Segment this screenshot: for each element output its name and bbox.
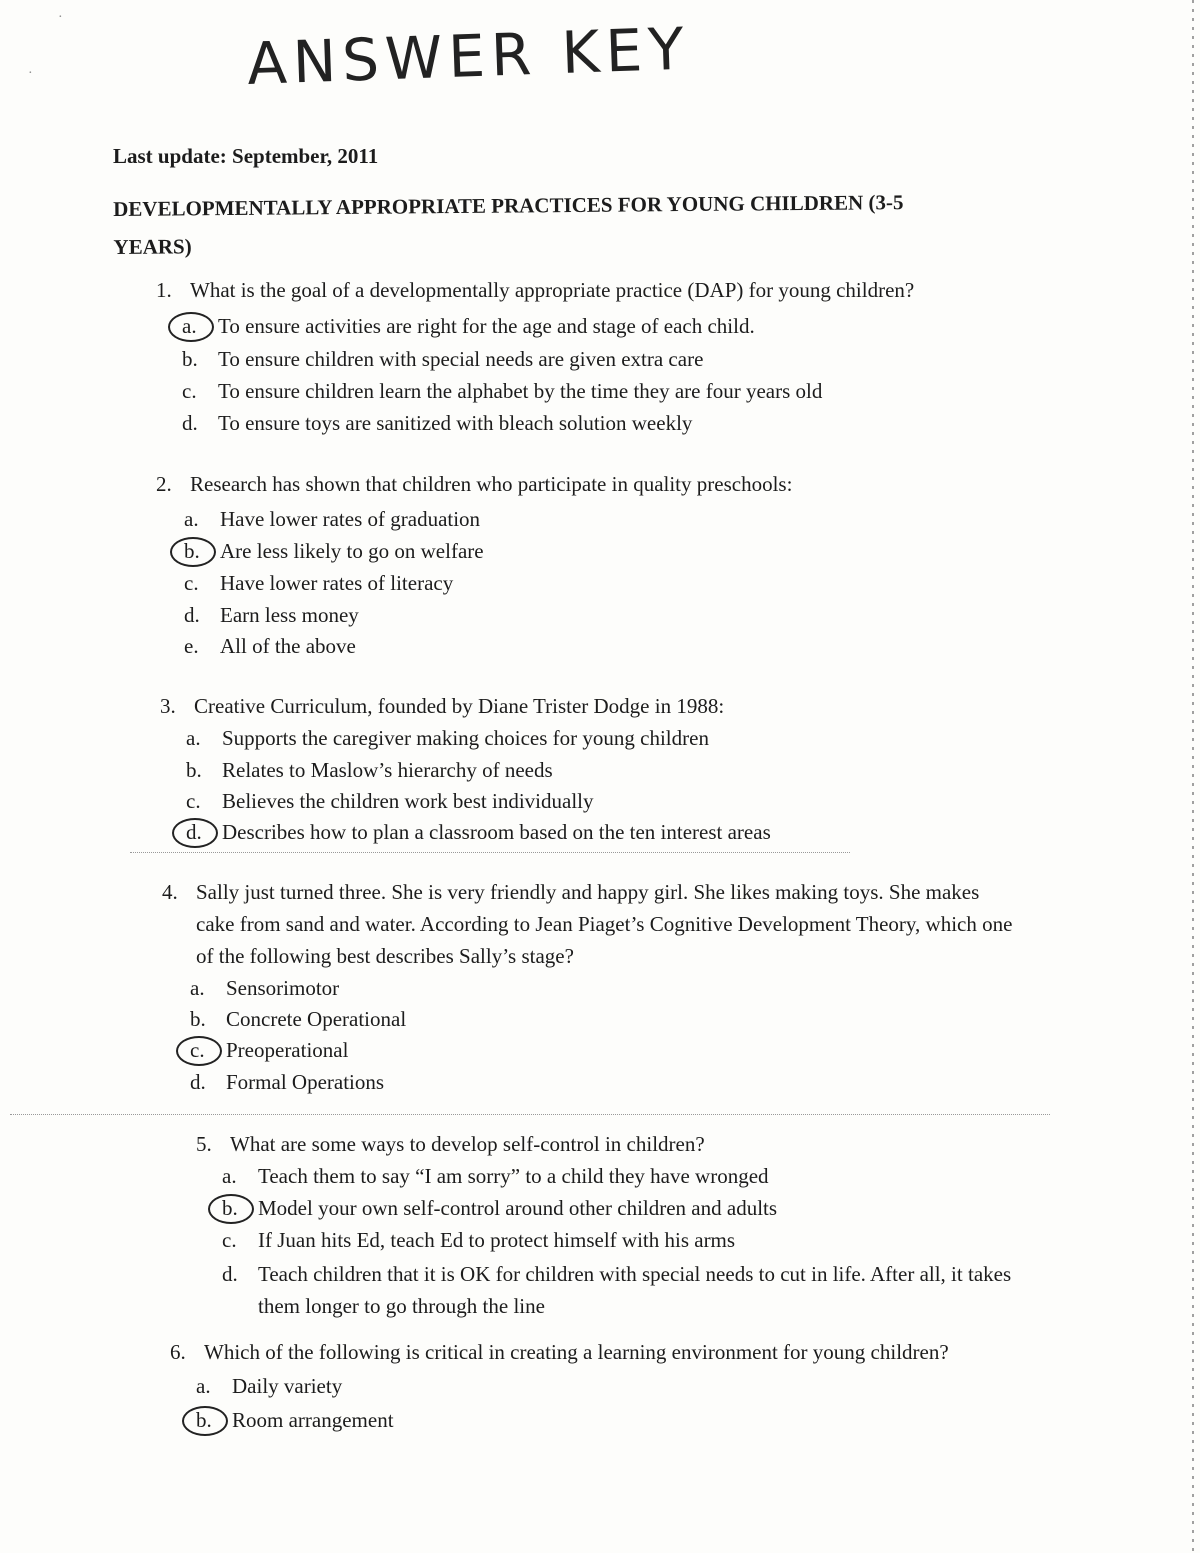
option-text: Believes the children work best individually	[222, 789, 594, 813]
option-text: Teach them to say “I am sorry” to a child they have wronged	[258, 1164, 769, 1188]
question-number: 2.	[156, 472, 172, 496]
option-letter: b.	[182, 347, 198, 371]
question-text: What are some ways to develop self-control in children?	[230, 1132, 705, 1156]
option-text: Room arrangement	[232, 1408, 394, 1432]
option-letter: a.	[182, 314, 197, 338]
option-letter: d.	[186, 820, 202, 844]
question-number: 5.	[196, 1132, 212, 1156]
scan-speck: ·	[58, 10, 63, 25]
option-letter: b.	[190, 1007, 206, 1031]
option-text: To ensure activities are right for the age and stage of each child.	[218, 314, 755, 338]
option-text: Model your own self-control around other children and adults	[258, 1196, 778, 1220]
option-text: Concrete Operational	[226, 1007, 407, 1031]
question-number: 6.	[170, 1340, 186, 1364]
question-text: Creative Curriculum, founded by Diane Trister Dodge in 1988:	[194, 694, 725, 718]
option-letter: b.	[184, 539, 200, 563]
option-text: Have lower rates of graduation	[220, 507, 481, 531]
option-letter: b.	[222, 1196, 238, 1220]
question-number: 1.	[156, 278, 172, 302]
option-letter: c.	[186, 789, 201, 813]
option-letter: d.	[184, 603, 200, 627]
question-text: What is the goal of a developmentally appropriate practice (DAP) for young children?	[190, 278, 915, 302]
option-letter: c.	[222, 1228, 237, 1252]
option-text: Are less likely to go on welfare	[220, 539, 484, 563]
option-text: Supports the caregiver making choices for young children	[222, 726, 709, 750]
handwritten-answer-key-title: ANSWER KEY	[246, 14, 691, 98]
option-letter: a.	[186, 726, 201, 750]
option-letter: a.	[184, 507, 199, 531]
question-number: 4.	[162, 880, 178, 904]
option-text: Describes how to plan a classroom based on the ten interest areas	[222, 820, 771, 844]
option-text: Teach children that it is OK for children with special needs to cut in life. After all, it takes them longer to go through the line	[258, 1262, 1012, 1318]
last-update-line: Last update: September, 2011	[113, 144, 379, 168]
dotted-rule	[130, 852, 850, 853]
option-text: Daily variety	[232, 1374, 343, 1398]
option-text: To ensure children learn the alphabet by the time they are four years old	[218, 379, 823, 403]
option-text: All of the above	[220, 634, 356, 658]
scan-edge-line	[1192, 0, 1194, 1553]
option-text: Preoperational	[226, 1038, 349, 1062]
option-letter: b.	[196, 1408, 212, 1432]
option-letter: d.	[182, 411, 198, 435]
option-letter: c.	[184, 571, 199, 595]
option-letter: c.	[190, 1038, 205, 1062]
option-letter: d.	[190, 1070, 206, 1094]
question-number: 3.	[160, 694, 176, 718]
option-letter: b.	[186, 758, 202, 782]
option-letter: c.	[182, 379, 197, 403]
option-letter: a.	[222, 1164, 237, 1188]
question-text: Research has shown that children who participate in quality preschools:	[190, 472, 793, 496]
option-text: Have lower rates of literacy	[220, 571, 454, 595]
option-text: Earn less money	[220, 603, 359, 627]
option-text: To ensure toys are sanitized with bleach solution weekly	[218, 411, 693, 435]
dotted-rule	[10, 1114, 1050, 1115]
option-text: Relates to Maslow’s hierarchy of needs	[222, 758, 553, 782]
page-title: DEVELOPMENTALLY APPROPRIATE PRACTICES FOR YOUNG CHILDREN (3-5 YEARS)	[113, 190, 904, 259]
question-text: Sally just turned three. She is very friendly and happy girl. She likes making toys. She makes cake from sand and water. According to Jean Piaget’s Cognitive Development Theory, which one of the following best describes Sally’s stage?	[196, 880, 1013, 968]
option-letter: d.	[222, 1262, 238, 1286]
option-text: Sensorimotor	[226, 976, 340, 1000]
option-letter: e.	[184, 634, 199, 658]
scan-speck: ·	[28, 66, 33, 81]
question-text: Which of the following is critical in creating a learning environment for young children?	[204, 1340, 949, 1364]
option-text: Formal Operations	[226, 1070, 385, 1094]
option-text: To ensure children with special needs are given extra care	[218, 347, 704, 371]
option-letter: a.	[190, 976, 205, 1000]
option-text: If Juan hits Ed, teach Ed to protect himself with his arms	[258, 1228, 736, 1252]
option-letter: a.	[196, 1374, 211, 1398]
